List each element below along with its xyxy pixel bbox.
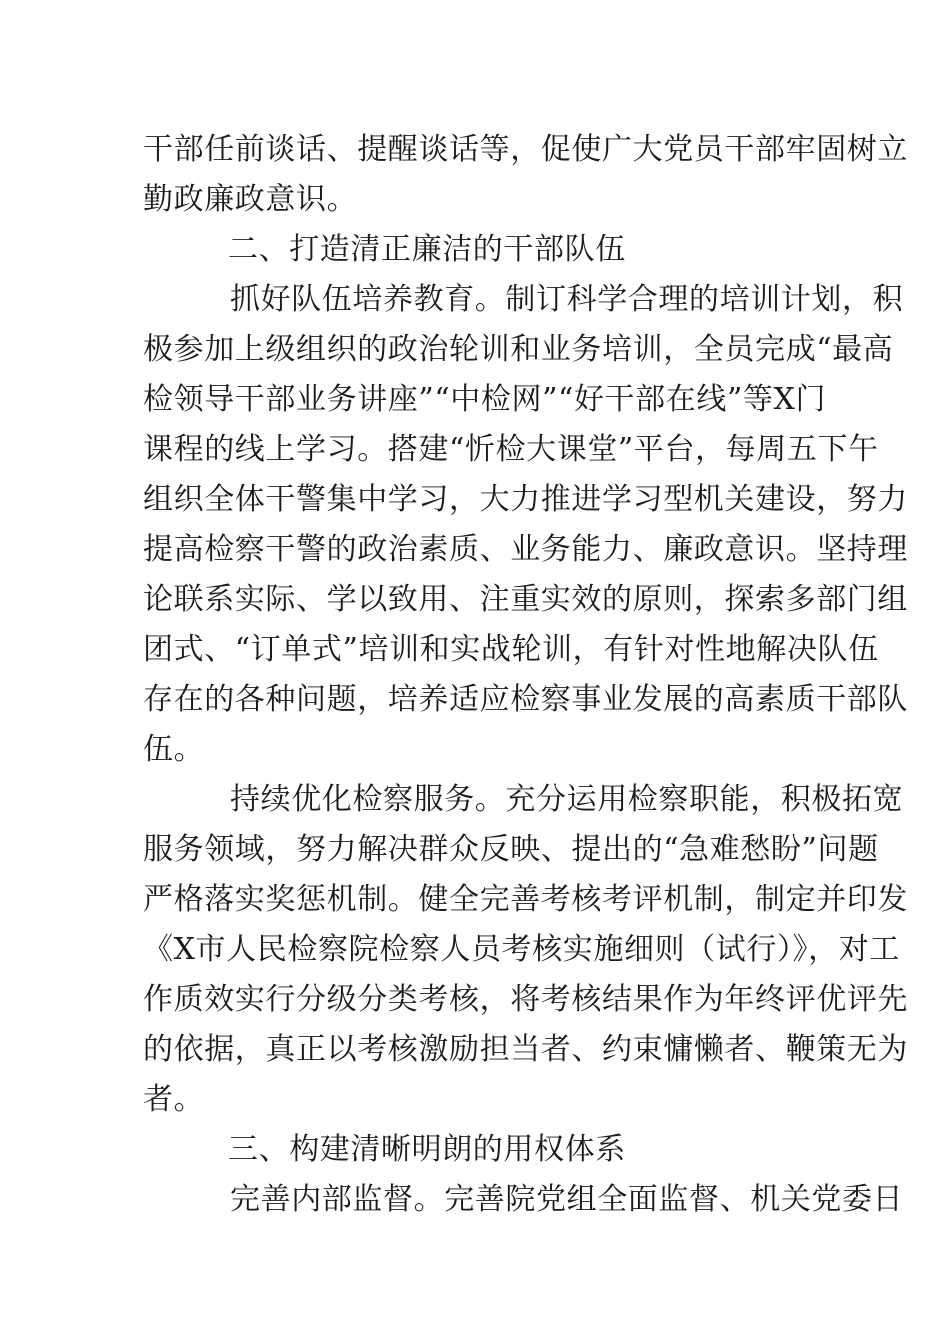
text-line: 极参加上级组织的政治轮训和业务培训，全员完成“最高 <box>143 332 894 367</box>
text-line: 组织全体干警集中学习，大力推进学习型机关建设，努力 <box>143 482 908 517</box>
text-line: 检领导干部业务讲座”“中检网”“好干部在线”等X门 <box>143 382 827 417</box>
text-line: 服务领域，努力解决群众反映、提出的“急难愁盼”问题 <box>143 832 879 867</box>
text-line: 完善内部监督。完善院党组全面监督、机关党委日 <box>230 1182 904 1217</box>
text-line: 作质效实行分级分类考核，将考核结果作为年终评优评先 <box>143 982 908 1017</box>
text-line: 持续优化检察服务。充分运用检察职能，积极拓宽 <box>230 782 904 817</box>
section-heading: 三、构建清晰明朗的用权体系 <box>228 1132 626 1167</box>
text-line: 抓好队伍培养教育。制订科学合理的培训计划，积 <box>230 282 904 317</box>
text-line: 课程的线上学习。搭建“忻检大课堂”平台，每周五下午 <box>143 432 879 467</box>
text-line: 伍。 <box>143 732 205 767</box>
text-line: 存在的各种问题，培养适应检察事业发展的高素质干部队 <box>143 682 908 717</box>
text-line: 的依据，真正以考核激励担当者、约束慵懒者、鞭策无为 <box>143 1032 908 1067</box>
text-line: 提高检察干警的政治素质、业务能力、廉政意识。坚持理 <box>143 532 908 567</box>
text-line: 严格落实奖惩机制。健全完善考核考评机制，制定并印发 <box>143 882 908 917</box>
section-heading: 二、打造清正廉洁的干部队伍 <box>228 232 626 267</box>
text-line: 者。 <box>143 1082 205 1117</box>
text-line: 干部任前谈话、提醒谈话等，促使广大党员干部牢固树立 <box>143 132 908 167</box>
text-line: 论联系实际、学以致用、注重实效的原则，探索多部门组 <box>143 582 908 617</box>
text-line: 勤政廉政意识。 <box>143 182 358 217</box>
text-line: 《X市人民检察院检察人员考核实施细则（试行）》，对工 <box>143 932 900 967</box>
text-line: 团式、“订单式”培训和实战轮训，有针对性地解决队伍 <box>143 632 879 667</box>
